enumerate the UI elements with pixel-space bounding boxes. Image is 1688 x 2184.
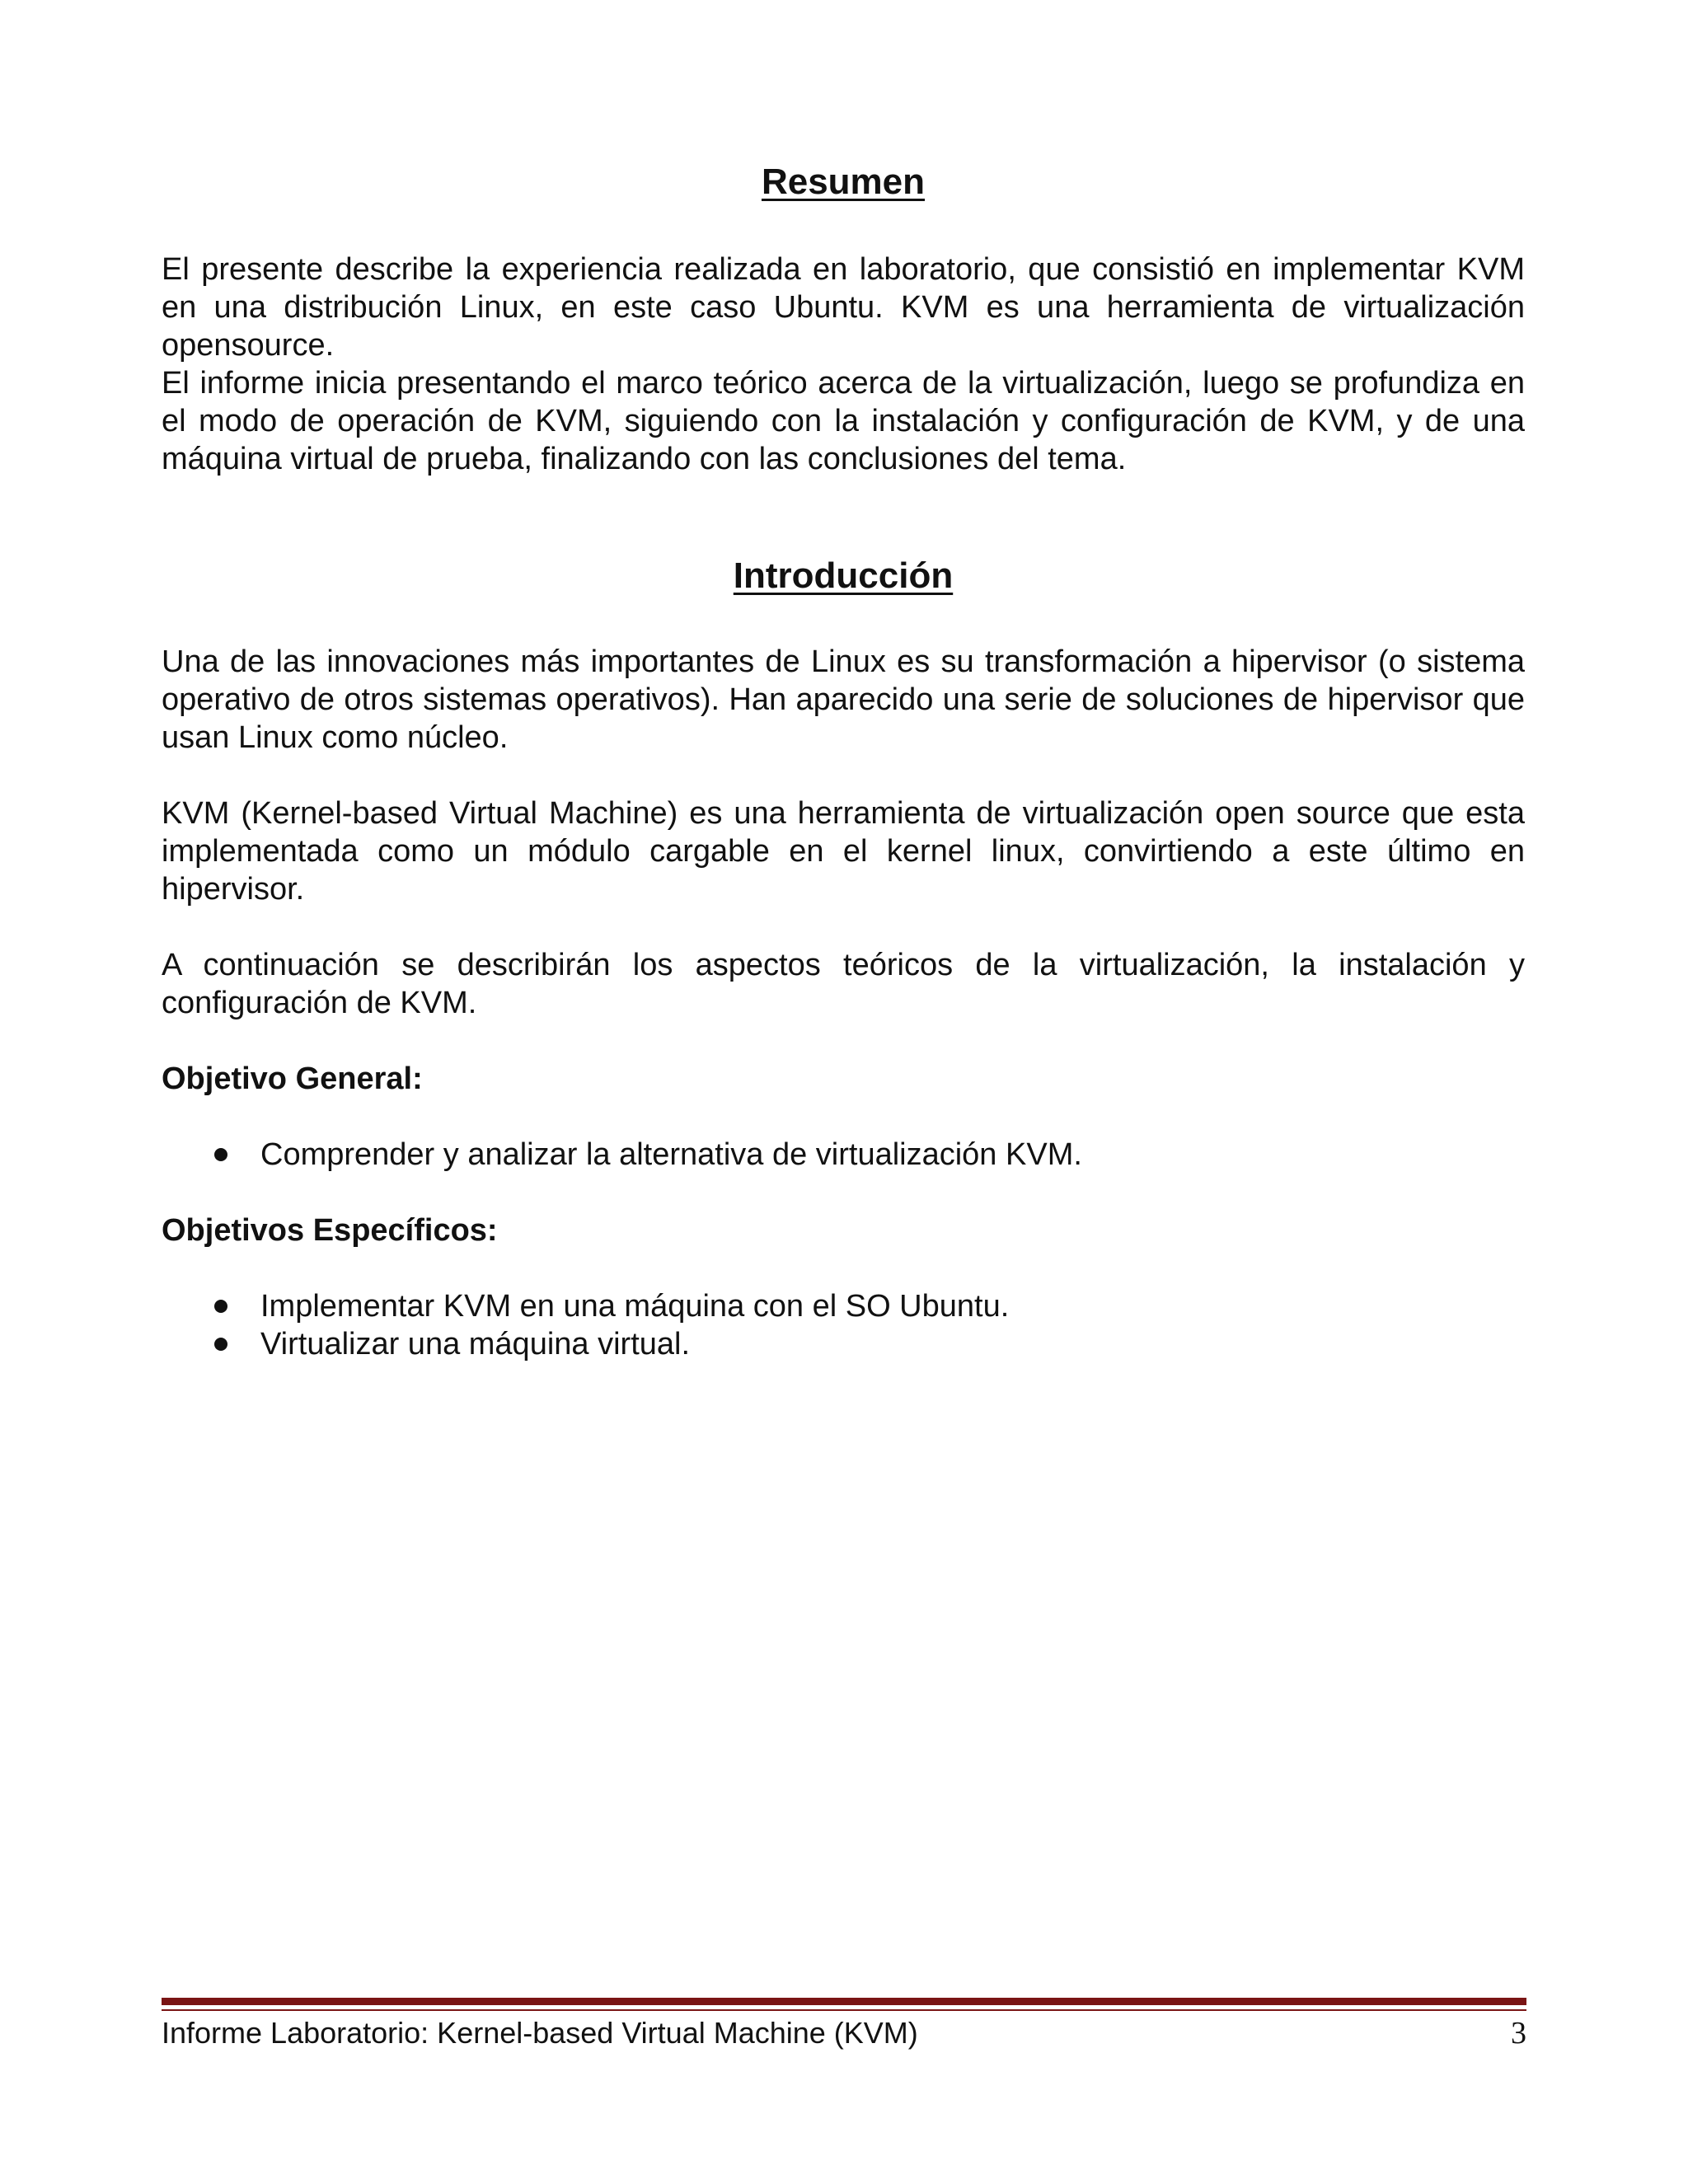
introduccion-paragraph-1-block (162, 643, 1525, 757)
resumen-section (162, 160, 1525, 204)
objetivo-general-heading: Objetivo General: (162, 1062, 423, 1096)
objetivo-general-list-block (162, 1136, 1525, 1174)
objetivo-general-block (162, 1060, 1525, 1098)
list-item (162, 1325, 1525, 1363)
introduccion-paragraph-1: Una de las innovaciones más importantes de Linux es su transformación a hipervisor (o sistema operativo de otros sistemas operativos). Han aparecido una serie de soluciones de hipervisor que usan Linux como núcleo. (162, 644, 1525, 755)
introduccion-paragraph-3-block (162, 946, 1525, 1022)
objetivos-especificos-heading: Objetivos Específicos: (162, 1213, 498, 1248)
introduccion-heading: Introducción (733, 555, 954, 596)
resumen-heading: Resumen (761, 162, 926, 202)
bullet-icon (214, 1338, 227, 1351)
bullet-icon (214, 1148, 227, 1161)
page-number: 3 (1511, 2016, 1526, 2050)
resumen-body (162, 251, 1525, 478)
footer-title: Informe Laboratorio: Kernel-based Virtual Machine (KVM) (162, 2016, 918, 2050)
resumen-paragraph-1: El presente describe la experiencia realizada en laboratorio, que consistió en implementar KVM en una distribución Linux, en este caso Ubuntu. KVM es una herramienta de virtualización opensource. (162, 252, 1525, 363)
footer-rule-thick (162, 1998, 1526, 2005)
resumen-paragraph-2: El informe inicia presentando el marco teórico acerca de la virtualización, luego se profundiza en el modo de operación de KVM, siguiendo con la instalación y configuración de KVM, y de una máquina virtual de prueba, finalizando con las conclusiones del tema. (162, 366, 1525, 476)
list-item (162, 1136, 1525, 1174)
list-item (162, 1287, 1525, 1325)
objetivos-especificos-list-block (162, 1287, 1525, 1363)
introduccion-paragraph-3: A continuación se describirán los aspectos teóricos de la virtualización, la instalación y configuración de KVM. (162, 948, 1525, 1020)
introduccion-paragraph-2-block (162, 794, 1525, 908)
objetivos-especificos-block (162, 1212, 1525, 1249)
introduccion-section (162, 554, 1525, 598)
objetivos-especificos-item-1: Implementar KVM en una máquina con el SO Ubuntu. (260, 1289, 1010, 1324)
bullet-icon (214, 1300, 227, 1313)
footer-rule-thin (162, 2009, 1526, 2011)
objetivos-especificos-item-2: Virtualizar una máquina virtual. (260, 1327, 691, 1361)
objetivos-especificos-list (162, 1287, 1525, 1363)
introduccion-paragraph-2: KVM (Kernel-based Virtual Machine) es una herramienta de virtualización open source que esta implementada como un módulo cargable en el kernel linux, convirtiendo a este último en hipervisor. (162, 796, 1525, 907)
objetivo-general-item-1: Comprender y analizar la alternativa de virtualización KVM. (260, 1137, 1082, 1172)
objetivo-general-list (162, 1136, 1525, 1174)
